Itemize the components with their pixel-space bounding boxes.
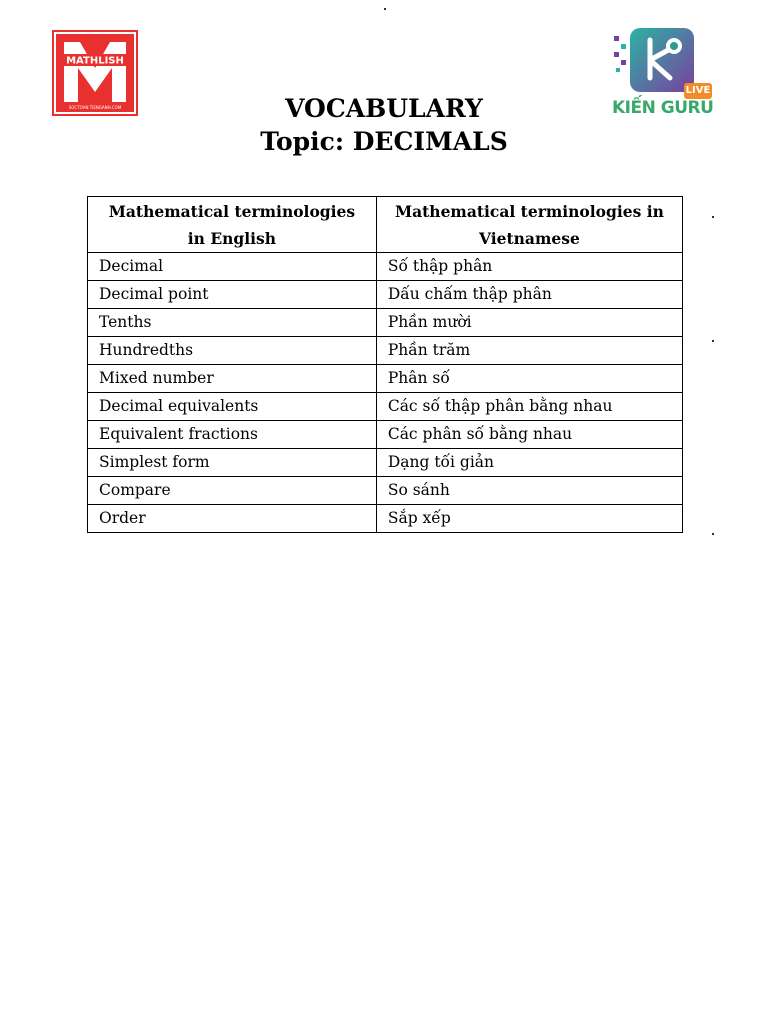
term-english: Compare bbox=[88, 477, 377, 505]
table-row bbox=[88, 421, 683, 449]
table-row bbox=[88, 449, 683, 477]
term-english: Decimal bbox=[88, 253, 377, 281]
term-english: Order bbox=[88, 505, 377, 533]
page-title bbox=[0, 92, 768, 158]
term-english: Mixed number bbox=[88, 365, 377, 393]
term-vietnamese: Phần trăm bbox=[376, 337, 682, 365]
header-vietnamese: Mathematical terminologies in Vietnamese bbox=[376, 197, 682, 253]
table-row bbox=[88, 365, 683, 393]
term-english: Simplest form bbox=[88, 449, 377, 477]
term-vietnamese: Dấu chấm thập phân bbox=[376, 281, 682, 309]
term-english: Hundredths bbox=[88, 337, 377, 365]
svg-text:SOCTOAN TIENGANH.COM: SOCTOAN TIENGANH.COM bbox=[68, 105, 122, 110]
term-vietnamese: Phần mười bbox=[376, 309, 682, 337]
title-line-2: Topic: DECIMALS bbox=[260, 127, 508, 156]
term-english: Tenths bbox=[88, 309, 377, 337]
term-vietnamese: Các số thập phân bằng nhau bbox=[376, 393, 682, 421]
table-row bbox=[88, 337, 683, 365]
table-row bbox=[88, 253, 683, 281]
term-vietnamese: Số thập phân bbox=[376, 253, 682, 281]
table-row bbox=[88, 393, 683, 421]
table-row bbox=[88, 477, 683, 505]
term-vietnamese: Phân số bbox=[376, 365, 682, 393]
stray-mark bbox=[384, 8, 386, 10]
stray-mark bbox=[712, 216, 714, 218]
term-vietnamese: Các phân số bằng nhau bbox=[376, 421, 682, 449]
live-badge: LIVE bbox=[684, 83, 712, 99]
kienguru-wordmark: KIẾN GURU bbox=[612, 98, 714, 118]
vocabulary-table bbox=[87, 196, 683, 533]
table-row bbox=[88, 309, 683, 337]
term-english: Equivalent fractions bbox=[88, 421, 377, 449]
title-line-1: VOCABULARY bbox=[285, 94, 483, 123]
term-english: Decimal equivalents bbox=[88, 393, 377, 421]
term-english: Decimal point bbox=[88, 281, 377, 309]
term-vietnamese: So sánh bbox=[376, 477, 682, 505]
table-header-row bbox=[88, 197, 683, 253]
svg-text:MATHLISH: MATHLISH bbox=[66, 55, 124, 67]
term-vietnamese: Dạng tối giản bbox=[376, 449, 682, 477]
header-english: Mathematical terminologies in English bbox=[88, 197, 377, 253]
table-row bbox=[88, 505, 683, 533]
table-row bbox=[88, 281, 683, 309]
stray-mark bbox=[712, 340, 714, 342]
stray-mark bbox=[712, 533, 714, 535]
term-vietnamese: Sắp xếp bbox=[376, 505, 682, 533]
